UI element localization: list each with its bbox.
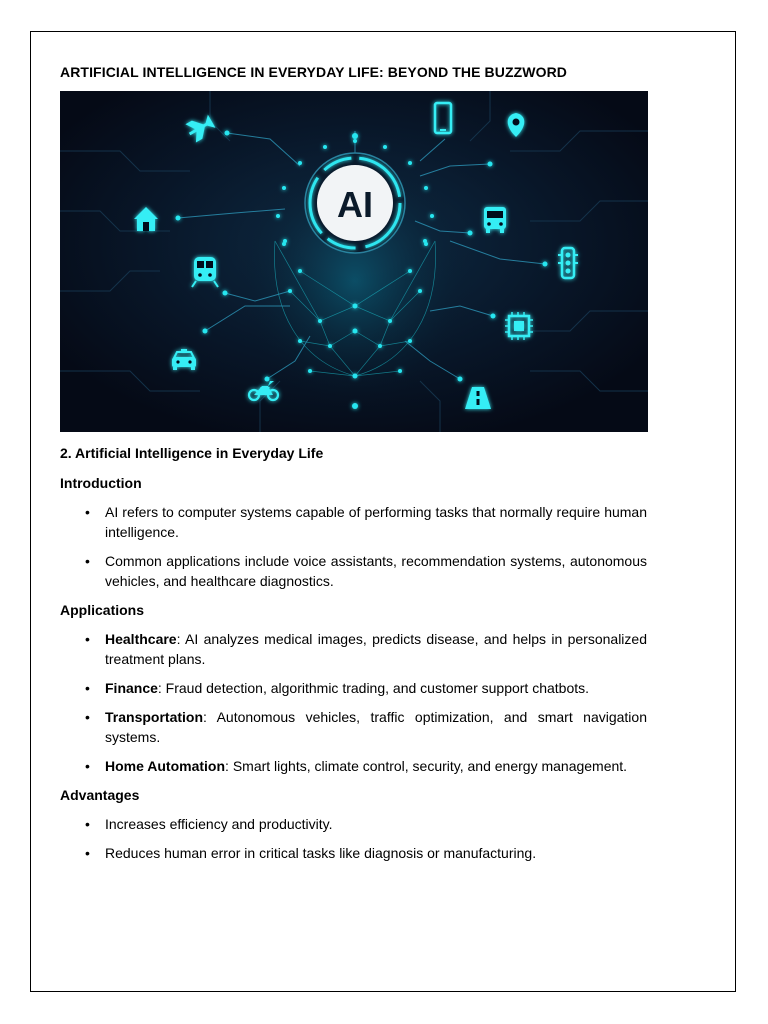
list-item — [60, 707, 647, 747]
introduction-list — [60, 502, 647, 591]
applications-list — [60, 629, 647, 776]
term-label: Home Automation — [105, 758, 226, 774]
section-heading: 2. Artificial Intelligence in Everyday Life — [60, 445, 324, 461]
applications-heading: Applications — [60, 602, 145, 618]
term-description: : Autonomous vehicles, traffic optimization, and smart navigation systems. — [105, 709, 647, 745]
list-item — [60, 678, 647, 698]
list-item — [60, 756, 647, 776]
list-item: • AI refers to computer systems capable of performing tasks that normally require human intelligence. — [60, 502, 647, 542]
term-label: Transportation — [105, 709, 204, 725]
document-body — [60, 443, 647, 872]
term-label: Healthcare — [105, 631, 177, 647]
term-description: : Fraud detection, algorithmic trading, and customer support chatbots. — [157, 680, 590, 696]
term-description: : Smart lights, climate control, security, and energy management. — [225, 758, 628, 774]
traffic-light-icon — [558, 248, 578, 278]
list-item: • Common applications include voice assistants, recommendation systems, autonomous vehicles, and healthcare diagnostics. — [60, 551, 647, 591]
term-label: Finance — [105, 680, 158, 696]
advantages-heading: Advantages — [60, 787, 140, 803]
ai-hero-image — [60, 91, 648, 432]
list-item: • Increases efficiency and productivity. — [60, 814, 647, 834]
ai-network-illustration — [60, 91, 648, 432]
introduction-heading: Introduction — [60, 475, 142, 491]
chip-icon — [505, 312, 533, 340]
list-item — [60, 629, 647, 669]
advantages-list — [60, 814, 647, 863]
document-title: ARTIFICIAL INTELLIGENCE IN EVERYDAY LIFE: BEYOND THE BUZZWORD — [60, 64, 568, 80]
term-description: : AI analyzes medical images, predicts disease, and helps in personalized treatment plans. — [105, 631, 647, 667]
list-item: • Reduces human error in critical tasks like diagnosis or manufacturing. — [60, 843, 647, 863]
ai-badge-text: AI — [337, 184, 373, 225]
